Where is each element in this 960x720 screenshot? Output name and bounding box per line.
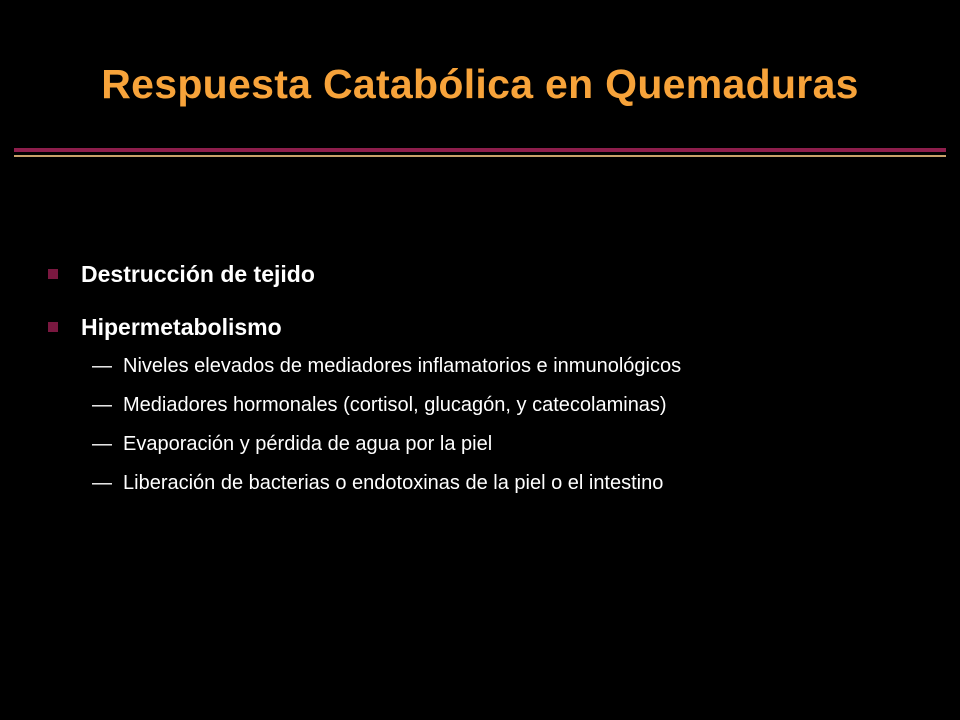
sub-bullet-text: Mediadores hormonales (cortisol, glucagón, y catecolaminas) bbox=[123, 394, 667, 416]
dash-marker-icon: — bbox=[92, 472, 112, 494]
title-divider-bottom bbox=[14, 155, 946, 157]
sub-bullet-list bbox=[48, 353, 928, 496]
square-bullet-icon bbox=[48, 269, 58, 279]
title-divider-top bbox=[14, 148, 946, 152]
sub-bullet-text: Evaporación y pérdida de agua por la piel bbox=[123, 433, 493, 455]
square-bullet-icon bbox=[48, 322, 58, 332]
bullet-text: Hipermetabolismo bbox=[81, 314, 282, 340]
bullet-text: Destrucción de tejido bbox=[81, 261, 315, 287]
sub-bullet-text: Liberación de bacterias o endotoxinas de la piel o el intestino bbox=[123, 472, 664, 494]
dash-marker-icon: — bbox=[92, 433, 112, 455]
sub-bullet-item bbox=[48, 392, 928, 418]
bullet-list bbox=[48, 256, 928, 509]
bullet-item bbox=[48, 309, 928, 345]
slide-title: Respuesta Catabólica en Quemaduras bbox=[101, 61, 859, 107]
sub-bullet-item bbox=[48, 431, 928, 457]
sub-bullet-text: Niveles elevados de mediadores inflamatorios e inmunológicos bbox=[123, 355, 682, 377]
dash-marker-icon: — bbox=[92, 394, 112, 416]
dash-marker-icon: — bbox=[92, 355, 112, 377]
sub-bullet-item bbox=[48, 353, 928, 379]
sub-bullet-item bbox=[48, 470, 928, 496]
bullet-item bbox=[48, 256, 928, 292]
